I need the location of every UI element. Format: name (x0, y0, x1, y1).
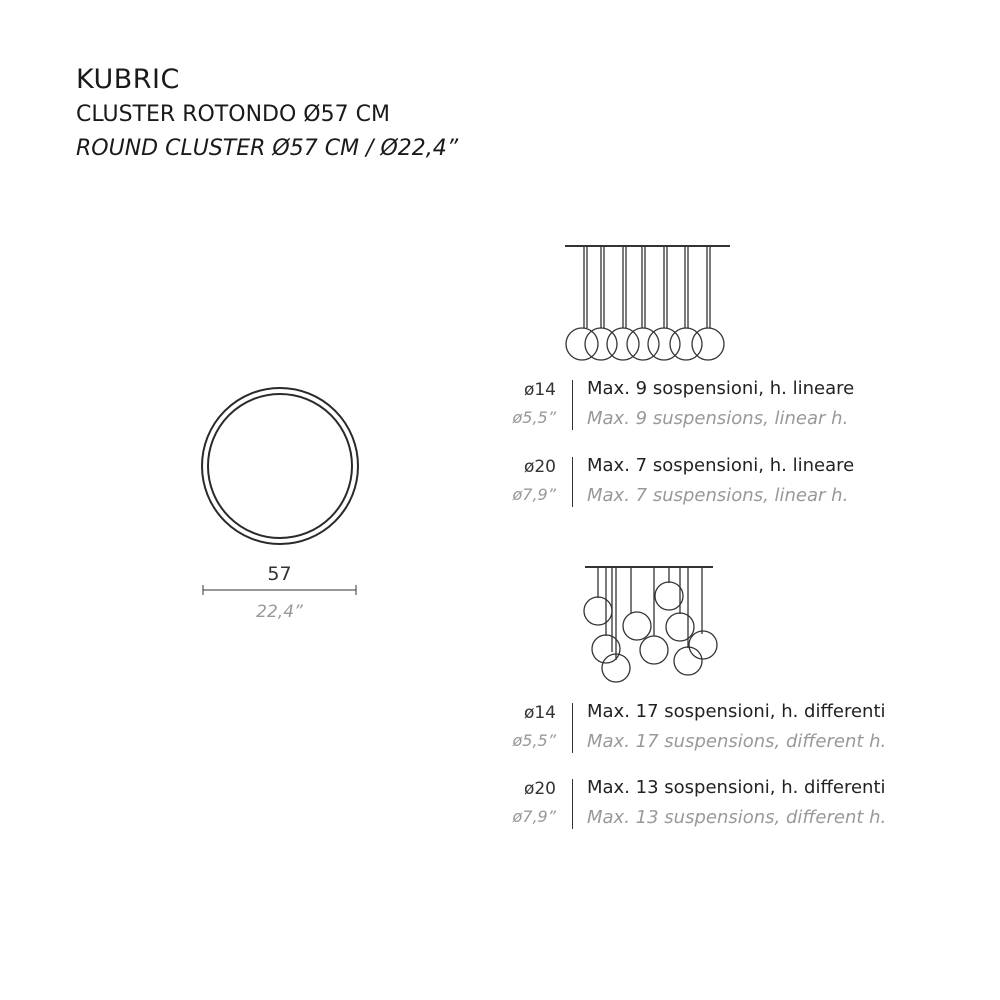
round-canopy-top-view (202, 388, 358, 544)
spec-text-english: Max. 13 suspensions, different h. (587, 807, 887, 828)
spec-text-italian: Max. 7 sospensioni, h. lineare (587, 455, 855, 476)
divider (572, 703, 573, 753)
spec-text-english: Max. 9 suspensions, linear h. (587, 408, 849, 429)
diameter-inch-label: 22,4” (256, 602, 303, 622)
spec-text-italian: Max. 13 sospensioni, h. differenti (587, 777, 886, 798)
title-italian: CLUSTER ROTONDO Ø57 CM (76, 102, 390, 127)
spec-text-english: Max. 7 suspensions, linear h. (587, 485, 849, 506)
spec-row (500, 378, 980, 434)
spec-text-italian: Max. 9 sospensioni, h. lineare (587, 378, 855, 399)
diameter-inch: ø5,5” (512, 408, 556, 427)
spec-row (500, 777, 980, 833)
divider (572, 380, 573, 430)
divider (572, 457, 573, 507)
title-english: ROUND CLUSTER Ø57 CM / Ø22,4” (76, 136, 459, 161)
brand-title: KUBRIC (76, 64, 180, 95)
diameter-inch: ø7,9” (512, 485, 556, 504)
linear-height-elevation (565, 246, 730, 360)
divider (572, 779, 573, 829)
diameter-cm: ø14 (523, 380, 556, 400)
diameter-cm: ø20 (523, 779, 556, 799)
dimension-line (203, 585, 356, 595)
diameter-cm-label: 57 (267, 563, 292, 585)
diameter-cm: ø20 (523, 457, 556, 477)
spec-text-italian: Max. 17 sospensioni, h. differenti (587, 701, 886, 722)
spec-row (500, 455, 980, 511)
diameter-cm: ø14 (523, 703, 556, 723)
spec-row (500, 701, 980, 757)
spec-text-english: Max. 17 suspensions, different h. (587, 731, 887, 752)
different-height-elevation (584, 567, 717, 682)
diameter-inch: ø5,5” (512, 731, 556, 750)
diameter-inch: ø7,9” (512, 807, 556, 826)
